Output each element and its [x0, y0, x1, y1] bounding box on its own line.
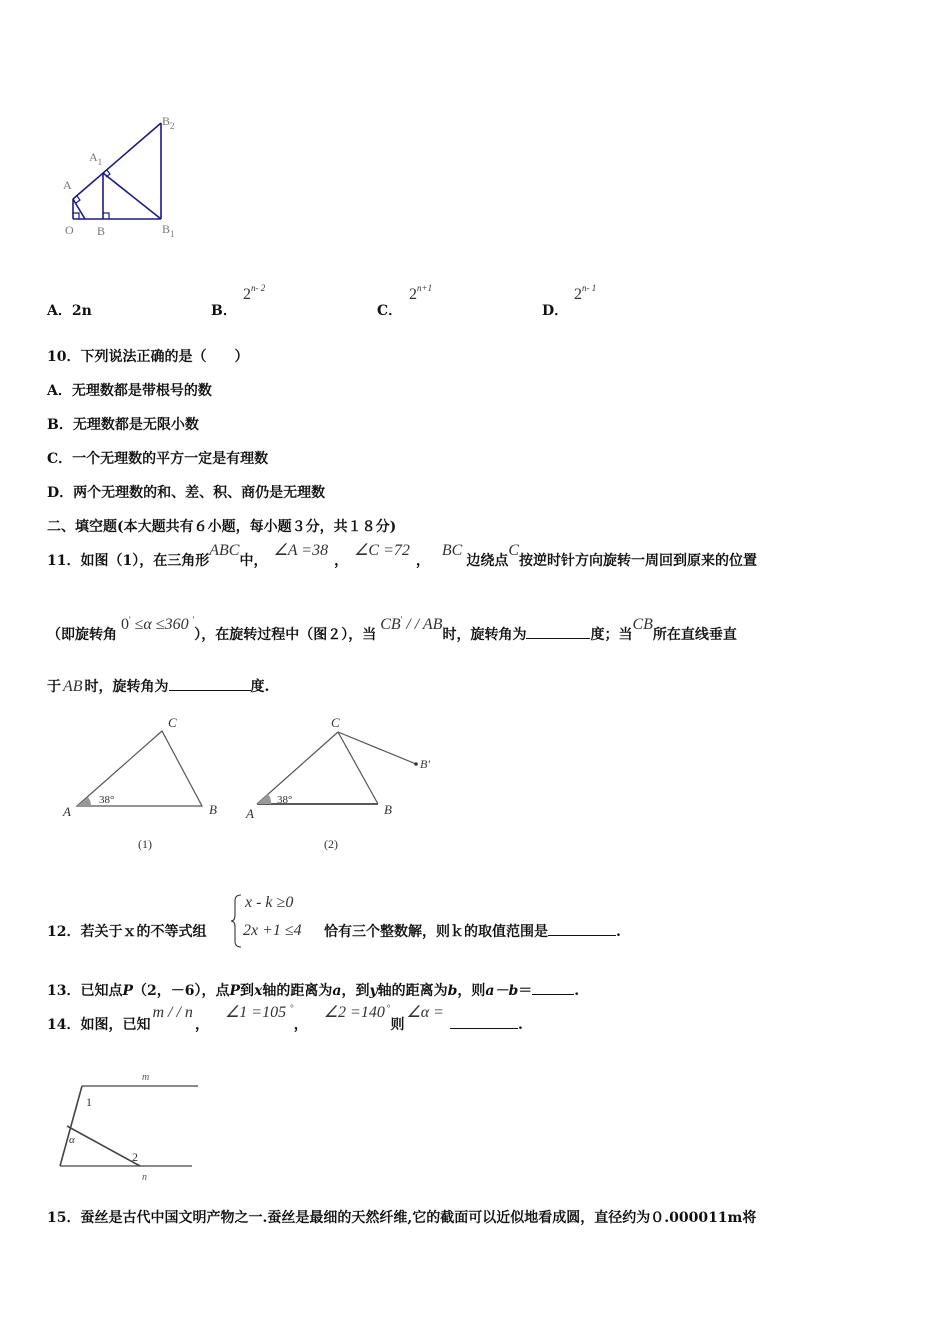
q9-option-d: [542, 300, 568, 320]
right-angle-mark-a1: [106, 170, 110, 177]
angle-label: 38°: [277, 794, 293, 806]
angle-a-shade: [257, 794, 271, 804]
figure-caption: (1): [138, 837, 152, 851]
q9-option-c: [377, 300, 402, 320]
label-b: B: [209, 802, 217, 817]
answer-blank-4[interactable]: [532, 982, 574, 995]
label-a: A: [63, 804, 71, 819]
label-a: A: [63, 178, 72, 192]
answer-blank-1[interactable]: [526, 626, 590, 639]
label-b: B: [384, 802, 392, 817]
q9-option-b: [211, 300, 237, 320]
q10-option-a: A．无理数都是带根号的数: [47, 383, 212, 399]
angle-label: 38°: [99, 794, 115, 806]
q14-stem: 14．如图，已知m / / n，∠1 =105 °，∠2 =140 °则∠α =.: [47, 1003, 523, 1033]
q13-stem: 13．已知点P（2，－6），点P到x轴的距离为a，到y轴的距离为b，则a－b＝ .: [47, 983, 580, 999]
q9-figure: [56, 112, 196, 242]
q14-figure: [52, 1070, 202, 1182]
option-d-label: D．: [542, 303, 569, 319]
option-a-value: 2n: [71, 303, 92, 319]
figure-caption: (2): [324, 837, 338, 851]
option-b-label: B．: [211, 303, 237, 319]
label-alpha: α: [69, 1134, 75, 1146]
answer-blank-3[interactable]: [548, 923, 616, 936]
option-b-formula: 2$^{n- 2}$: [243, 283, 266, 303]
label-o: O: [65, 223, 74, 237]
triangle-abc: [77, 731, 202, 806]
label-m: m: [142, 1072, 150, 1083]
q11-figure-1: [62, 715, 217, 851]
label-b-prime: B': [420, 757, 430, 771]
transversal-inner: [67, 1126, 140, 1166]
segment-cb-prime: [338, 732, 416, 764]
q12-inequality-1: x - k ≥0: [245, 894, 294, 911]
option-d-formula: 2$^{n- 1}$: [574, 283, 597, 303]
q9-option-a: [47, 300, 92, 320]
answer-blank-2[interactable]: [169, 678, 251, 691]
q11-figures: [55, 712, 455, 862]
label-b2: $B_2$: [162, 114, 175, 131]
label-n: n: [142, 1172, 147, 1182]
q15-stem: 15．蚕丝是古代中国文明产物之一.蚕丝是最细的天然纤维,它的截面可以近似地看成圆，直径约为０.000011m将: [47, 1210, 757, 1226]
segment-cb: [338, 732, 378, 804]
segment-a1b1: [103, 173, 161, 219]
q12-stem-end: 恰有三个整数解，则ｋ的取值范围是 .: [324, 924, 621, 940]
option-c-formula: $2^{n+1}$: [409, 283, 433, 303]
right-angle-mark-a: [76, 196, 80, 203]
label-angle-1: 1: [86, 1095, 92, 1109]
label-a: A: [246, 806, 254, 821]
option-c-label: C．: [377, 303, 403, 319]
label-a1: $A_1$: [89, 150, 103, 167]
label-angle-2: 2: [132, 1150, 138, 1164]
transversal-left: [60, 1086, 82, 1166]
q12-inequality-2: 2x +1 ≤4: [243, 922, 302, 939]
angle-a-shade: [77, 797, 91, 806]
label-c: C: [168, 715, 177, 730]
q11-line3: 于 AB 时，旋转角为 度.: [47, 678, 270, 695]
option-a-label: A．: [47, 303, 72, 319]
label-c: C: [331, 715, 340, 730]
segment-ac: [257, 732, 338, 804]
hypotenuse-line: [73, 123, 161, 199]
right-angle-mark-o: [73, 213, 79, 219]
label-b: B: [97, 224, 106, 238]
q12-stem-start: 12．若关于ｘ的不等式组: [47, 924, 207, 940]
q11-line1: 11．如图（1），在三角形ABC中，∠A =38，∠C =72，BC边绕点C按逆时针方向旋转一周回到原来的位置: [47, 542, 758, 569]
q10-option-b: B．无理数都是无限小数: [47, 417, 199, 433]
brace-icon: [229, 893, 245, 949]
q10-stem: 10．下列说法正确的是（ ）: [47, 349, 249, 365]
label-b1: $B_1$: [162, 222, 175, 239]
point-b-prime: [414, 762, 418, 766]
q10-option-c: C．一个无理数的平方一定是有理数: [47, 451, 269, 467]
q11-figure-2: [245, 715, 430, 851]
right-angle-mark-b: [103, 213, 109, 219]
answer-blank-5[interactable]: [450, 1016, 518, 1029]
q10-option-d: D．两个无理数的和、差、积、商仍是无理数: [47, 485, 326, 501]
q11-line2: （即旋转角0' ≤α ≤360 '），在旋转过程中（图２），当CB' / / AB时，旋转角为 度；当CB所在直线垂直: [47, 615, 737, 643]
section-heading: 二、填空题(本大题共有６小题，每小题３分，共１８分): [47, 519, 397, 535]
